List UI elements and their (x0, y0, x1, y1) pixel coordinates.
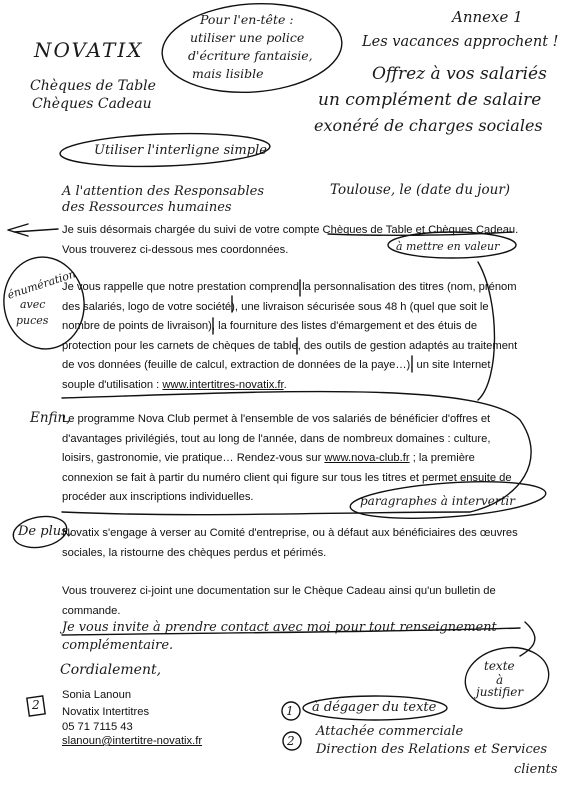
nova-club-line-4: connexion se fait à partir du numéro client qui figure sur tous les titres et permet ensuite de (62, 471, 512, 484)
closing-formula: Cordialement, (60, 662, 162, 678)
services-line-5: de vos données (feuille de calcul, extraction de données de la paye…), un site Internet (62, 359, 491, 371)
justify-note-3: justifier (476, 685, 524, 699)
product-line-2: Chèques Cadeau (32, 96, 152, 112)
services-line-1b: la personnalisation des titres (nom, prénom (302, 281, 517, 293)
enfin-insert: Enfin, (30, 410, 71, 426)
font-note-line-3: d'écriture fantaisie, (188, 48, 313, 63)
detach-note: à dégager du texte (312, 700, 437, 715)
insert-mark-2: 2 (287, 734, 295, 748)
signature-name: Sonia Lanoun (62, 689, 132, 701)
signature-company: Novatix Intertitres (62, 706, 150, 718)
annex-label: Annexe 1 (452, 8, 523, 26)
enumeration-note-1: énumération (5, 267, 78, 302)
services-line-6: souple d'utilisation : (62, 378, 163, 391)
commitment-line-1: Novatix s'engage à verser au Comité d'entreprise, ou à défaut aux bénéficiaires des œuvres (62, 527, 518, 539)
nova-club-line-3: loisirs, gastronomie, vie pratique… Rendez-vous sur (62, 452, 325, 464)
nova-club-line-1: Le programme Nova Club permet à l'ensemble de vos salariés de bénéficier d'offres et (62, 413, 491, 425)
website-link[interactable]: www.intertitres-novatix.fr (162, 378, 284, 391)
closing-sentence-line-1: Je vous invite à prendre contact avec moi pour tout renseignement (62, 620, 497, 635)
paragraph-intro-line-1: Je suis désormais chargée du suivi de votre compte Chèques de Table et Chèques Cadeau. (62, 224, 519, 236)
nova-club-line-2: d'avantages privilégiés, tout au long de l'année, dans de nombreux domaines : culture, (62, 432, 491, 445)
enumeration-note-3: puces (16, 314, 49, 327)
font-note-line-4: mais lisible (192, 66, 264, 81)
documentation-line-2: commande. (62, 604, 121, 617)
slogan-line-2: Offrez à vos salariés (372, 64, 547, 84)
recipient-line-2: des Ressources humaines (62, 200, 232, 215)
insert-mark-2-signature: 2 (32, 698, 40, 712)
services-line-2: des salariés, logo de votre société), une livraison sécurisée sous 48 h (quel que soit le (62, 300, 489, 313)
services-line-4: protection pour les carnets de chèques de table, des outils de gestion adaptés au traitement (62, 339, 518, 352)
product-line-1: Chèques de Table (30, 78, 156, 94)
arrow-head-intro (8, 224, 58, 236)
services-line-1a: Je vous rappelle que notre prestation comprend (62, 281, 303, 293)
signature-phone: 05 71 7115 43 (62, 721, 133, 733)
place-date: Toulouse, le (date du jour) (330, 182, 511, 198)
documentation-line-1: Vous trouverez ci-joint une documentation sur le Chèque Cadeau ainsi qu'un bulletin de (62, 585, 496, 597)
recipient-line-1: A l'attention des Responsables (62, 184, 264, 199)
justify-note-2: à (496, 673, 504, 687)
insert-mark-1: 1 (286, 704, 294, 718)
nova-club-link[interactable]: www.nova-club.fr (324, 452, 410, 464)
interline-note: Utiliser l'interligne simple (94, 143, 267, 158)
font-note-line-1: Pour l'en-tête : (200, 12, 294, 27)
company-name: NOVATIX (34, 38, 144, 62)
paragraph-nova-club: Le programme Nova Club permet à l'ensemble de vos salariés de bénéficier d'offres et d'avantages privilégiés, tout au long de l'année, dans de nombreux domaines : culture, loisirs, gastronomie, vie pratique… Rendez-vous sur www.nova-club.fr ; la première connexion se fait à partir du numéro client qui figure sur tous les titres et permet ensuite de procéder aux inscriptions individuelles. (62, 410, 512, 508)
job-title-line-1: Attachée commerciale (316, 724, 464, 739)
paragraph-intro-line-2: Vous trouverez ci-dessous mes coordonnées. (62, 243, 289, 256)
signature-email[interactable]: slanoun@intertitre-novatix.fr (62, 735, 203, 747)
nova-club-line-5: procéder aux inscriptions individuelles. (62, 491, 254, 503)
font-note-line-2: utiliser une police (190, 30, 305, 45)
justify-note-circle (460, 641, 553, 715)
paragraph-services: Je vous rappelle que notre prestation comprend la personnalisation des titres (nom, prénom des salariés, logo de votre société), une livraison sécurisée sous 48 h (quel que soit le nombre de points de livraison), la fourniture des listes d'émargement et des étuis de protection pour les carnets de chèques de table, des outils de gestion adaptés au traitement de vos données (feuille de calcul, extraction de données de la paye…), un site Internet souple d'utilisation : www.intertitres-novatix.fr. (62, 281, 518, 391)
closing-sentence-line-2: complémentaire. (62, 638, 174, 653)
paragraph-documentation (62, 582, 496, 621)
slogan-line-4: exonéré de charges sociales (314, 116, 543, 135)
paragraph-swap-note: paragraphes à intervertir (360, 494, 515, 508)
de-plus-insert: De plus, (18, 524, 72, 539)
services-line-3: nombre de points de livraison), la fourniture des listes d'émargement et des étuis de (62, 320, 478, 332)
slogan-line-3: un complément de salaire (318, 90, 542, 110)
highlight-note: à mettre en valeur (396, 240, 500, 253)
job-title-line-2: Direction des Relations et Services (316, 742, 548, 757)
commitment-line-2: sociales, la ristourne des chèques perdus et périmés. (62, 546, 327, 559)
paragraph-commitment (62, 524, 518, 563)
enumeration-note-2: avec (20, 298, 46, 311)
justify-note-1: texte (484, 659, 515, 673)
slogan-line-1: Les vacances approchent ! (362, 34, 559, 50)
job-title-line-3: clients (514, 762, 558, 777)
